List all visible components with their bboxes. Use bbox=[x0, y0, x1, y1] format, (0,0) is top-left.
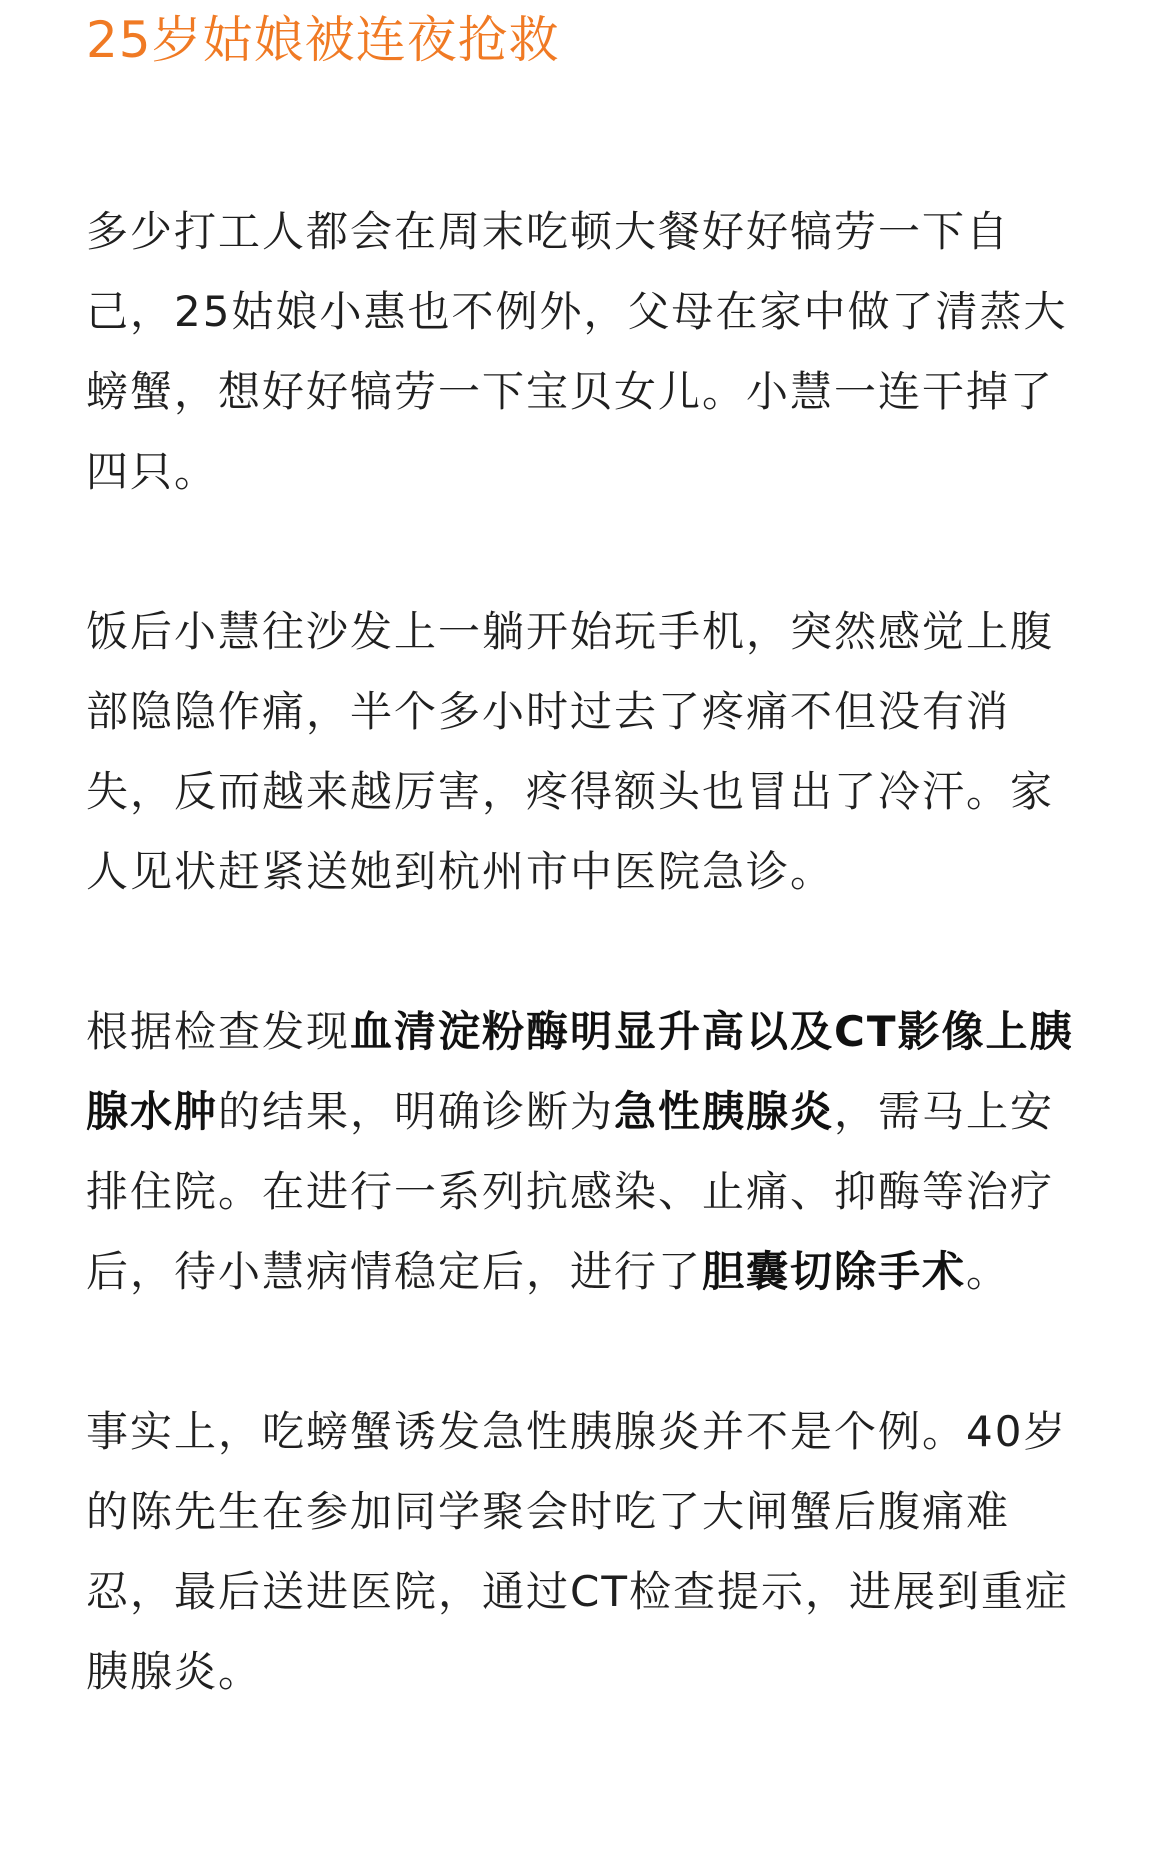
emphasis-text: 急性胰腺炎 bbox=[614, 1087, 835, 1136]
article bbox=[86, 6, 1086, 1712]
emphasis-text: 血清淀粉酶明显升高以及CT影像上胰腺水肿 bbox=[86, 1007, 1074, 1136]
article-title: 25岁姑娘被连夜抢救 bbox=[86, 11, 560, 69]
paragraph-text: 根据检查发现 bbox=[86, 1007, 351, 1056]
article-paragraph bbox=[86, 592, 1086, 912]
paragraph-text: 饭后小慧往沙发上一躺开始玩手机，突然感觉上腹部隐隐作痛，半个多小时过去了疼痛不但没有消失，反而越来越厉害，疼得额头也冒出了冷汗。家人见状赶紧送她到杭州市中医院急诊。 bbox=[86, 607, 1055, 896]
paragraph-text: 事实上，吃螃蟹诱发急性胰腺炎并不是个例。40岁的陈先生在参加同学聚会时吃了大闸蟹后腹痛难忍，最后送进医院，通过CT检查提示，进展到重症胰腺炎。 bbox=[86, 1407, 1069, 1696]
paragraph-text: 的结果，明确诊断为 bbox=[218, 1087, 615, 1136]
paragraph-text: 多少打工人都会在周末吃顿大餐好好犒劳一下自己，25姑娘小惠也不例外，父母在家中做了清蒸大螃蟹，想好好犒劳一下宝贝女儿。小慧一连干掉了四只。 bbox=[86, 207, 1068, 496]
article-paragraph bbox=[86, 1392, 1086, 1712]
paragraph-text: ，需马上安排住院。在进行一系列抗感染、止痛、抑酶等治疗后，待小慧病情稳定后，进行了 bbox=[86, 1087, 1055, 1296]
paragraph-text: 。 bbox=[966, 1247, 1011, 1296]
article-paragraph bbox=[86, 192, 1086, 512]
emphasis-text: 胆囊切除手术 bbox=[702, 1247, 967, 1296]
article-paragraph bbox=[86, 992, 1086, 1312]
